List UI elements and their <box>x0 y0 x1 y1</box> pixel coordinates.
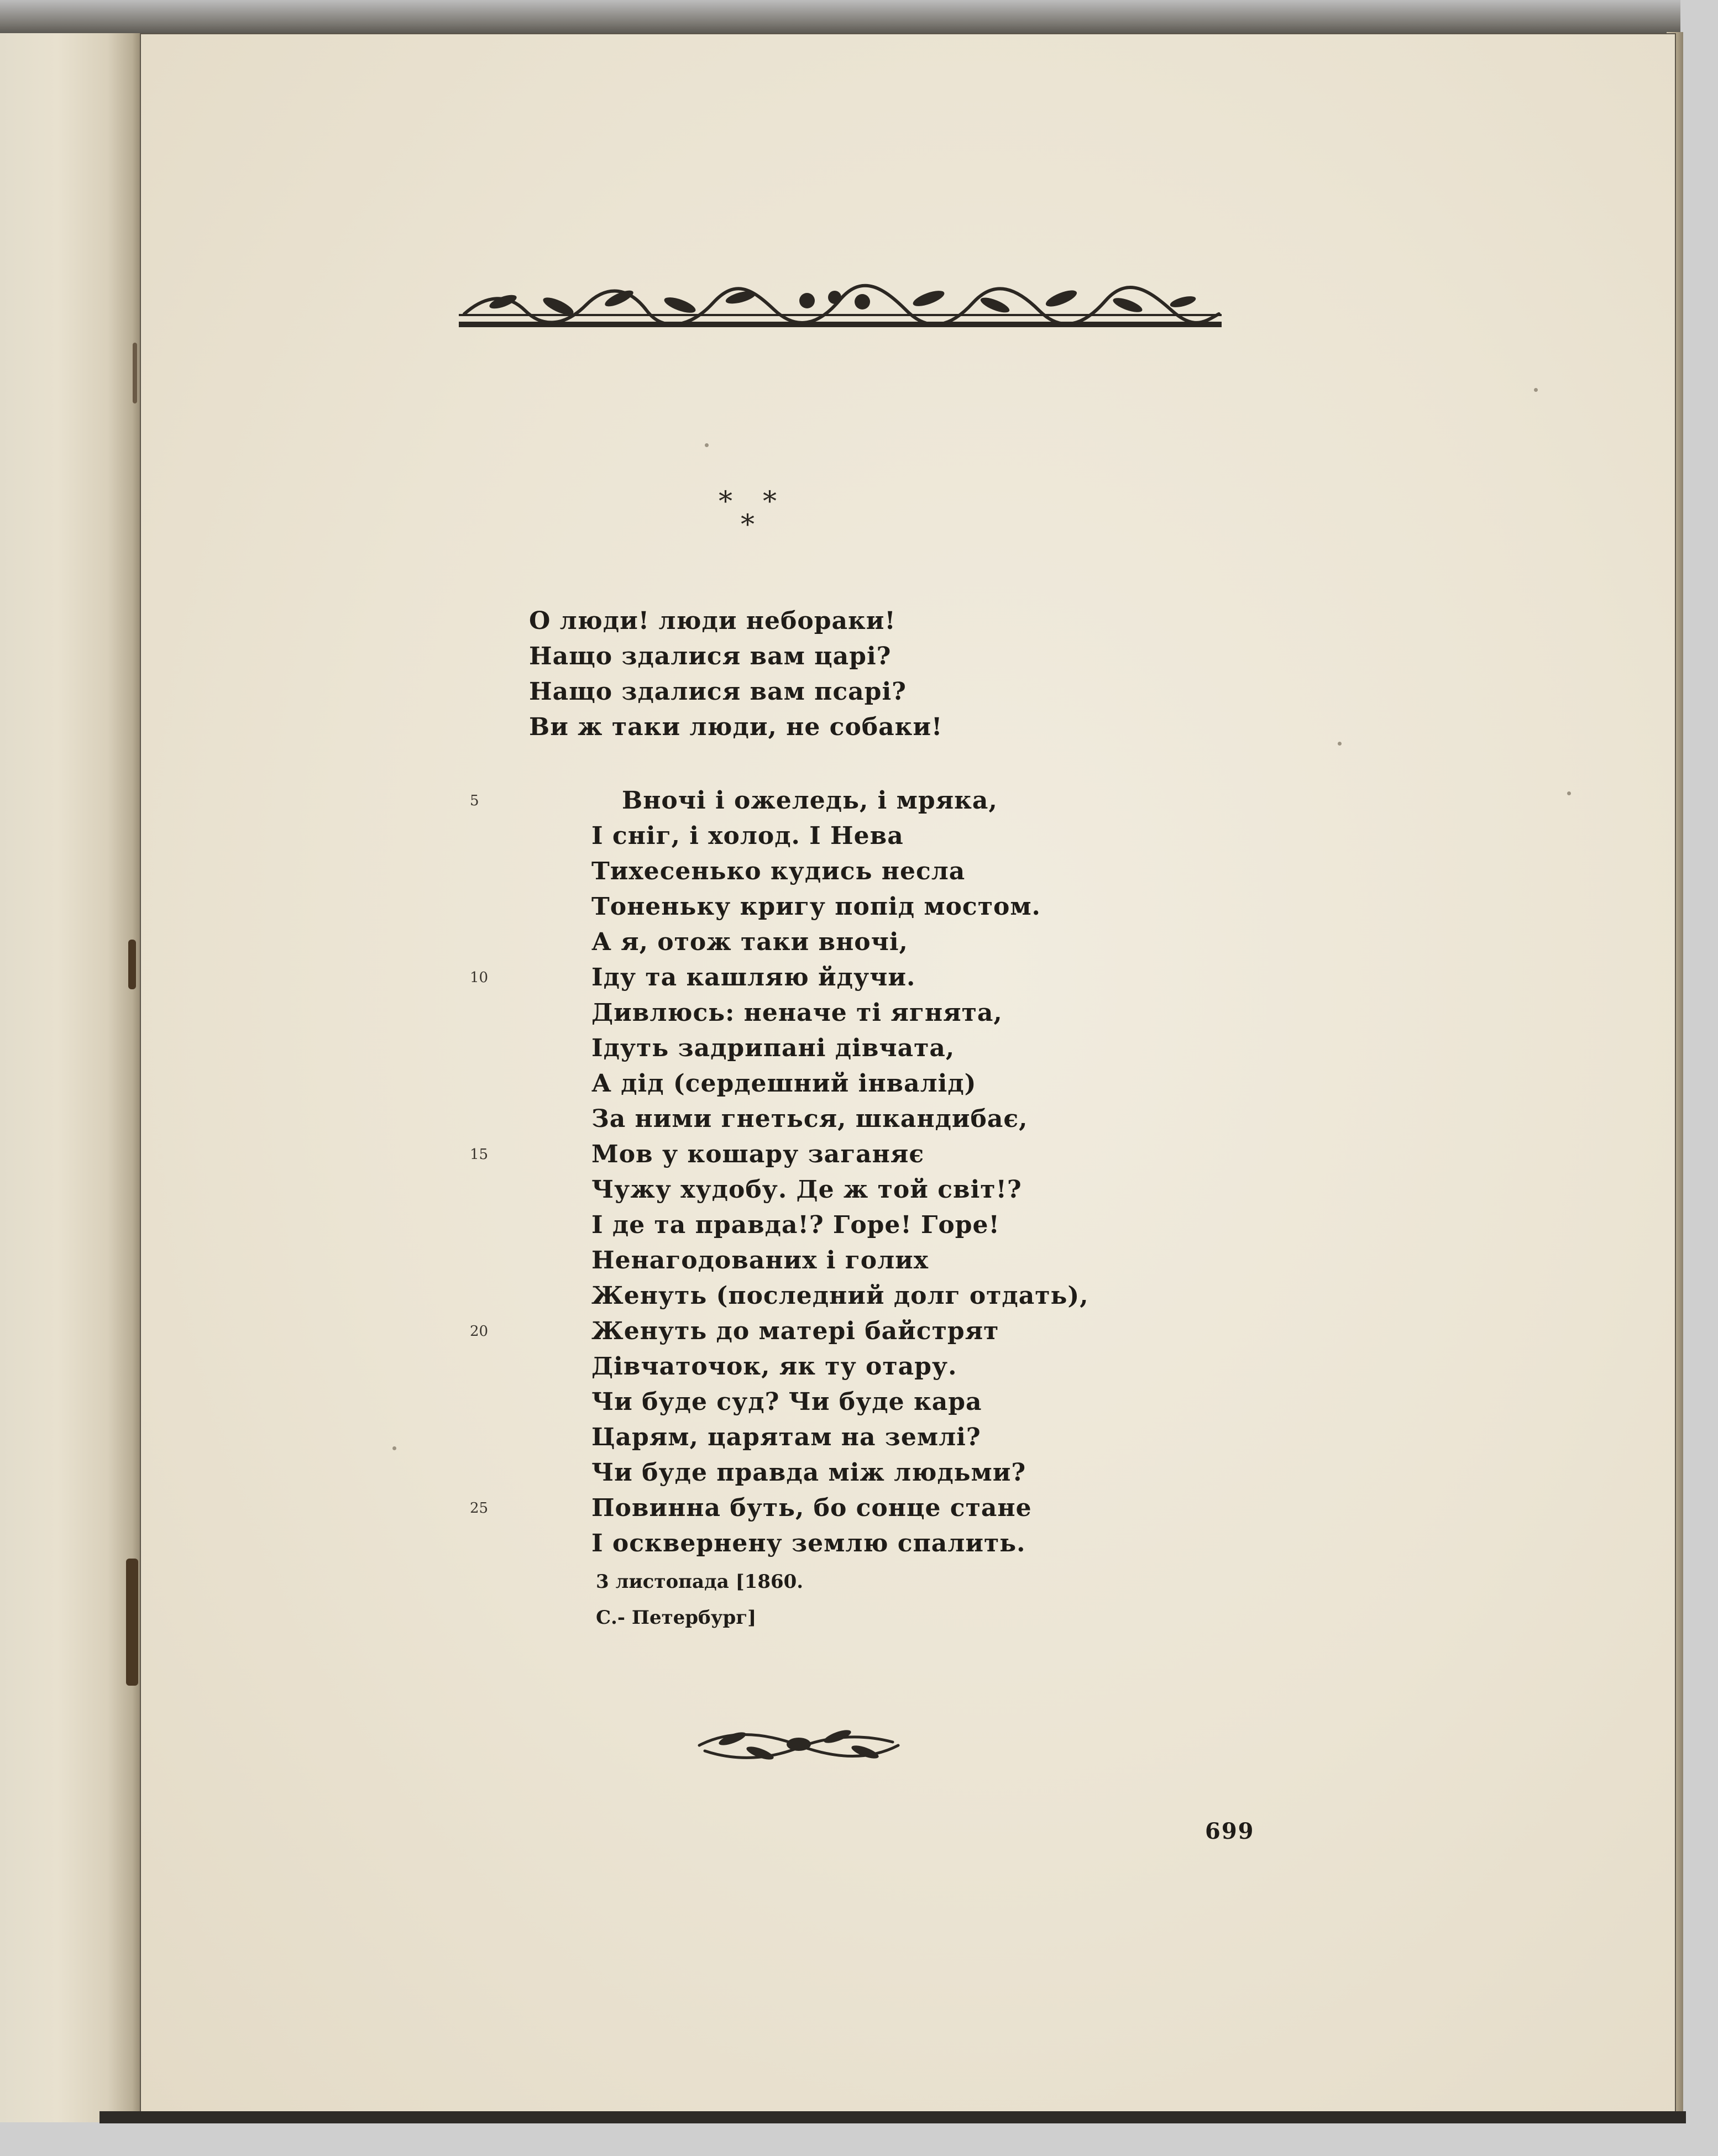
poem-line: Царям, царятам на землі? <box>591 1423 981 1451</box>
poem-line: Вночі і ожеледь, і мряка, <box>622 786 998 815</box>
poem-line: Дівчаточок, як ту отару. <box>591 1352 957 1381</box>
line-number: 25 <box>470 1500 489 1517</box>
poem-line: За ними гнеться, шкандибає, <box>591 1105 1028 1133</box>
poem-line: А дід (сердешний інвалід) <box>591 1069 977 1098</box>
binding-mark <box>128 940 136 989</box>
poem-stanza-1 <box>529 604 942 745</box>
binding-mark <box>133 343 137 403</box>
poem-line: Іду та кашляю йдучи. <box>591 963 916 992</box>
poem-line: Тихесенько кудись несла <box>591 857 966 885</box>
line-number: 10 <box>470 969 489 986</box>
asterism-star: * <box>719 485 732 517</box>
poem-date: 3 листопада [1860. <box>596 1571 804 1593</box>
paper-speck <box>1534 388 1538 392</box>
asterism <box>719 487 796 548</box>
poem-line: І сніг, і холод. І Нева <box>591 822 904 850</box>
poem-line: Женуть (последний долг отдать), <box>591 1282 1089 1310</box>
paper-speck <box>705 443 709 447</box>
poem-line: Женуть до матері байстрят <box>591 1317 999 1345</box>
asterism-star: * <box>763 485 777 517</box>
line-number: 15 <box>470 1146 489 1163</box>
book-page <box>141 34 1675 2112</box>
poem-line: Ідуть задрипані дівчата, <box>591 1034 955 1062</box>
poem-line: І осквернену землю спалить. <box>591 1529 1026 1557</box>
poem-line: Дивлюсь: неначе ті ягнята, <box>591 999 1003 1027</box>
scanner-top-edge <box>0 0 1680 39</box>
binding-mark <box>126 1559 138 1686</box>
scanner-bottom-edge <box>99 2111 1686 2123</box>
ornamental-tailpiece <box>694 1720 904 1770</box>
poem-line: Повинна буть, бо сонце стане <box>591 1494 1032 1522</box>
poem-line: Ви ж таки люди, не собаки! <box>529 713 943 741</box>
poem-line: Чи буде правда між людьми? <box>591 1459 1026 1487</box>
poem-line: І де та правда!? Горе! Горе! <box>591 1211 1000 1239</box>
ornamental-headpiece <box>453 266 1227 344</box>
paper-speck <box>1567 791 1571 795</box>
poem-line: Чужу худобу. Де ж той світ!? <box>591 1176 1022 1204</box>
asterism-star: * <box>741 508 755 541</box>
poem-line: Чи буде суд? Чи буде кара <box>591 1388 982 1416</box>
poem-line: А я, отож таки вночі, <box>591 928 908 956</box>
poem-line: О люди! люди небораки! <box>529 607 896 635</box>
paper-speck <box>1338 742 1342 746</box>
poem-line: Нащо здалися вам царі? <box>529 642 892 670</box>
book-gutter <box>0 33 144 2122</box>
poem-line: Мов у кошару заганяє <box>591 1140 925 1168</box>
poem-stanza-2 <box>591 783 1089 1561</box>
poem-line: Ненагодованих і голих <box>591 1246 929 1274</box>
poem-place: С.- Петербург] <box>596 1607 757 1629</box>
line-number: 5 <box>470 793 479 809</box>
line-number: 20 <box>470 1323 489 1340</box>
poem-line: Нащо здалися вам псарі? <box>529 678 907 706</box>
page-number: 699 <box>1205 1818 1255 1844</box>
poem-line: Тоненьку кригу попід мостом. <box>591 893 1041 921</box>
paper-speck <box>392 1446 396 1450</box>
